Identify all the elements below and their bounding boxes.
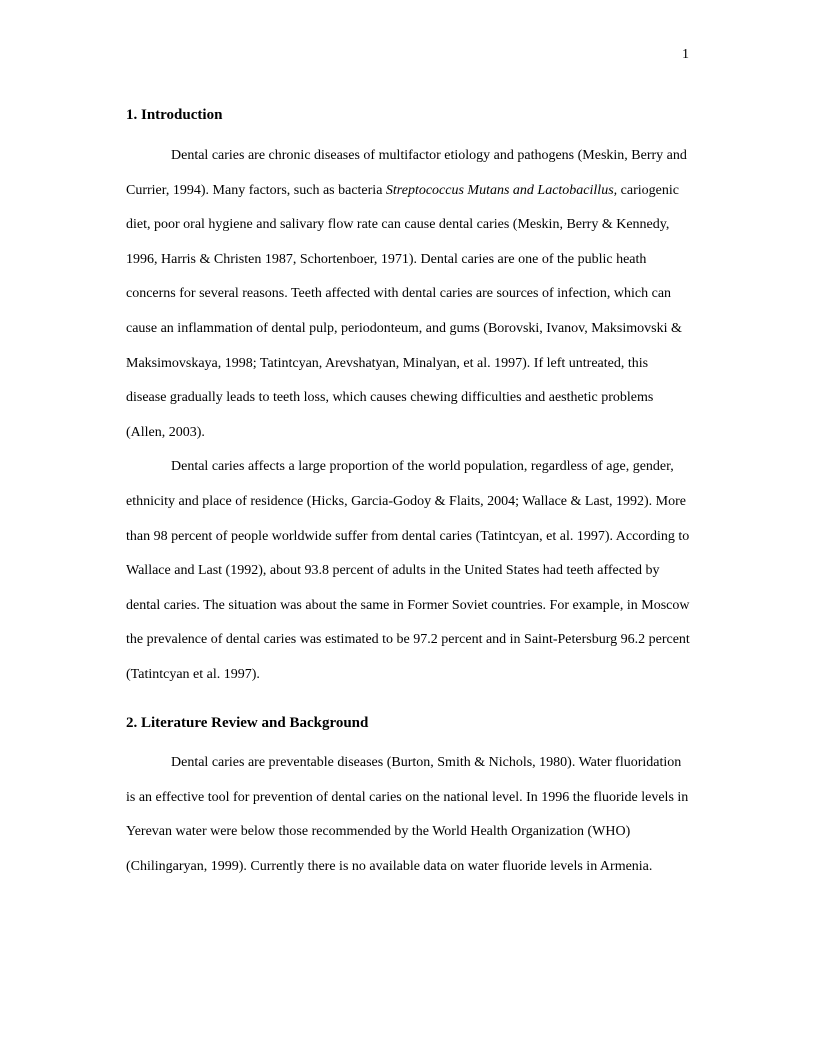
section-body-literature-review (126, 746, 690, 884)
paragraph-text: Dental caries are preventable diseases (Burton, Smith & Nichols, 1980). Water fluoridation is an effective tool for prevention of dental caries on the national level. In 1996 the fluoride levels in Yerevan water were below those recommended by the World Health Organization (WHO) (Chilingaryan, 1999). Currently there is no available data on water fluoride levels in Armenia. (126, 755, 689, 874)
paragraph-text: Dental caries affects a large proportion of the world population, regardless of age, gender, ethnicity and place of residence (Hicks, Garcia-Godoy & Flaits, 2004; Wallace & Last, 1992). More than 98 percent of people worldwide suffer from dental caries (Tatintcyan, et al. 1997). According to Wallace and Last (1992), about 93.8 percent of adults in the United States had teeth affected by dental caries. The situation was about the same in Former Soviet countries. For example, in Moscow the prevalence of dental caries was estimated to be 97.2 percent and in Saint-Petersburg 96.2 percent (Tatintcyan et al. 1997). (126, 459, 690, 682)
paragraph-text: cariogenic diet, poor oral hygiene and salivary flow rate can cause dental caries (Meskin, Berry & Kennedy, 1996, Harris & Christen 1987, Schortenboer, 1971). Dental caries are one of the public heath concerns for several reasons. Teeth affected with dental caries are sources of infection, which can cause an inflammation of dental pulp, periodonteum, and gums (Borovski, Ivanov, Maksimovski & Maksimovskaya, 1998; Tatintcyan, Arevshatyan, Minalyan, et al. 1997). If left untreated, this disease gradually leads to teeth loss, which causes chewing difficulties and aesthetic problems (Allen, 2003). (126, 182, 682, 440)
page-number: 1 (682, 47, 689, 62)
paragraph-text: Dental caries are chronic diseases of multifactor etiology and pathogens (Meskin, Berry and Currier, 1994). Many factors, such as bacteria (126, 148, 687, 198)
section-heading-literature-review: 2. Literature Review and Background (126, 715, 369, 731)
italic-species-names: Streptococcus Mutans and Lactobacillus, (385, 182, 618, 198)
section-heading-introduction: 1. Introduction (126, 107, 223, 123)
paragraph (126, 450, 690, 692)
paragraph (126, 746, 690, 884)
section-body-introduction (126, 139, 690, 693)
paragraph (126, 139, 690, 450)
